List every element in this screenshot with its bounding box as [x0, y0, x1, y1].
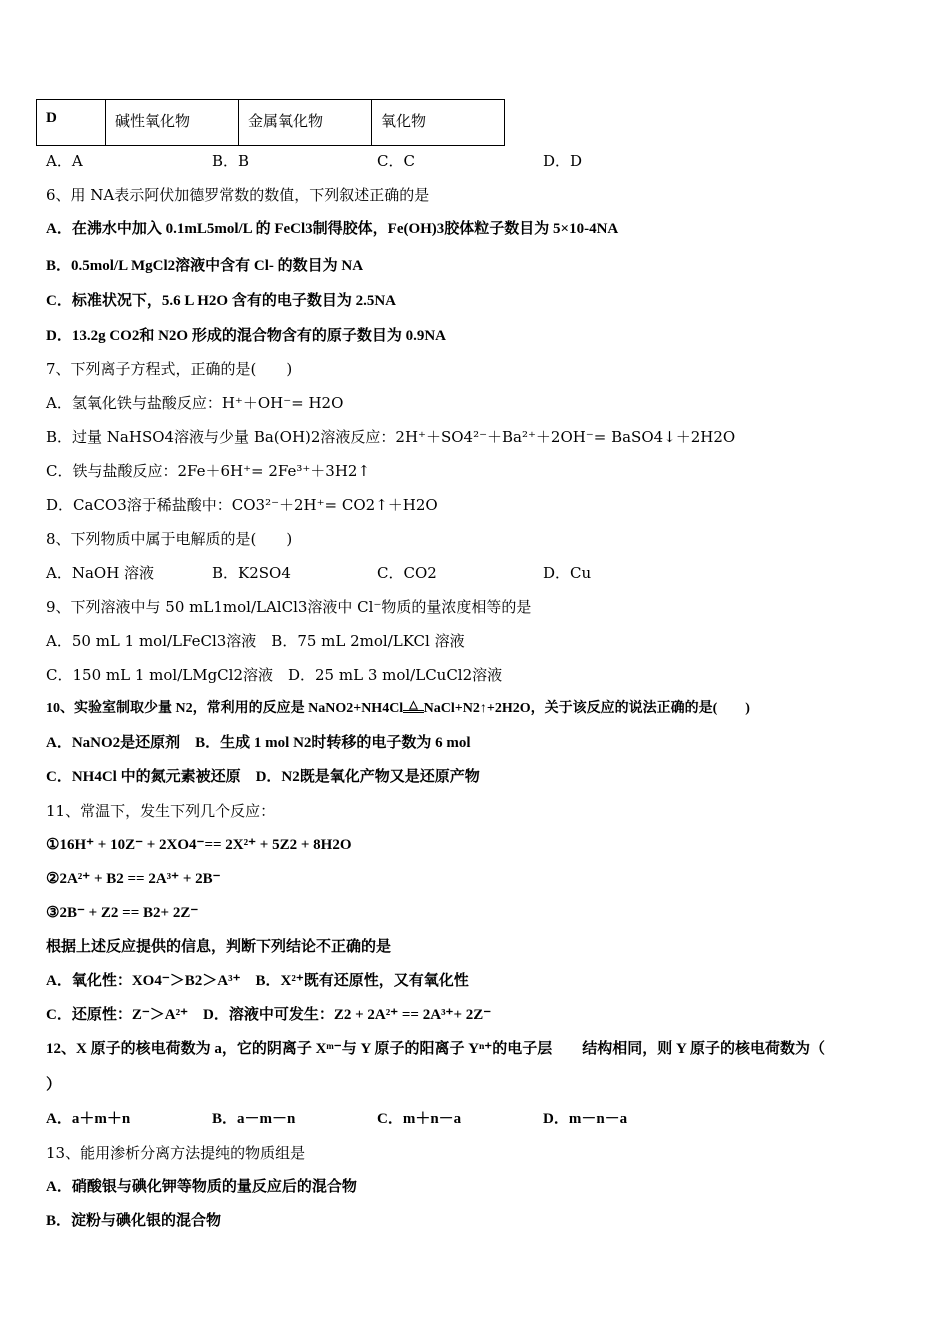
q10-stem [46, 699, 750, 719]
q10-options-ab: A．NaNO2是还原剂 B．生成 1 mol N2时转移的电子数为 6 mol [46, 735, 471, 751]
q12-option-c: C．m＋n－a [377, 1111, 462, 1127]
q13-option-b: B．淀粉与碘化银的混合物 [46, 1213, 222, 1229]
q11-reaction-1: ①16H⁺ + 10Z⁻ + 2XO4⁻== 2X²⁺ + 5Z2 + 8H2O [46, 837, 352, 853]
q11-stem: 11、常温下，发生下列几个反应： [46, 802, 276, 820]
q12-option-b: B．a－m－n [212, 1111, 296, 1127]
q12-option-a: A．a＋m＋n [46, 1111, 131, 1127]
q6-option-d: D．13.2g CO2和 N2O 形成的混合物含有的原子数目为 0.9NA [46, 328, 446, 344]
q13-option-a: A．硝酸银与碘化钾等物质的量反应后的混合物 [46, 1179, 357, 1195]
q12-stem-end: ） [46, 1077, 62, 1093]
q11-options-ab: A．氧化性：XO4⁻＞B2＞A³⁺ B．X²⁺既有还原性，又有氧化性 [46, 973, 469, 989]
q6-option-c: C．标准状况下，5.6 L H2O 含有的电子数目为 2.5NA [46, 293, 397, 309]
q9-options-cd: C．150 mL 1 mol/LMgCl2溶液 D．25 mL 3 mol/LCuCl2溶液 [46, 666, 503, 684]
q8-option-a: A．NaOH 溶液 [46, 564, 155, 582]
table-cell: 碱性氧化物 [106, 100, 239, 146]
q6-option-a: A．在沸水中加入 0.1mL5mol/L 的 FeCl3制得胶体，Fe(OH)3胶体粒子数目为 5×10-4NA [46, 221, 619, 237]
q6-option-b: B．0.5mol/L MgCl2溶液中含有 Cl- 的数目为 NA [46, 258, 364, 274]
q5-option-b: B．B [212, 152, 250, 170]
q6-stem: 6、用 NA表示阿伏加德罗常数的数值，下列叙述正确的是 [46, 186, 430, 204]
q9-stem: 9、下列溶液中与 50 mL1mol/LAlCl3溶液中 Cl⁻物质的量浓度相等的是 [46, 598, 532, 616]
q10-options-cd: C．NH4Cl 中的氮元素被还原 D．N2既是氧化产物又是还原产物 [46, 769, 480, 785]
table-row [37, 100, 505, 146]
q8-stem: 8、下列物质中属于电解质的是( ) [46, 530, 293, 548]
table-cell: 金属氧化物 [239, 100, 372, 146]
q10-stem-post: NaCl+N2↑+2H2O，关于该反应的说法正确的是( ) [423, 701, 750, 716]
q11-ask: 根据上述反应提供的信息，判断下列结论不正确的是 [46, 939, 392, 955]
q7-stem: 7、下列离子方程式，正确的是( ) [46, 360, 293, 378]
q7-option-b: B．过量 NaHSO4溶液与少量 Ba(OH)2溶液反应：2H⁺＋SO4²⁻＋Ba²⁺＋2OH⁻= BaSO4↓＋2H2O [46, 428, 736, 446]
q11-reaction-3: ③2B⁻ + Z2 == B2+ 2Z⁻ [46, 905, 199, 921]
q12-option-d: D．m－n－a [543, 1111, 628, 1127]
heat-symbol: △ [403, 700, 423, 713]
q7-option-a: A．氢氧化铁与盐酸反应：H⁺＋OH⁻= H2O [46, 394, 344, 412]
q7-option-c: C．铁与盐酸反应：2Fe＋6H⁺= 2Fe³⁺＋3H2↑ [46, 462, 371, 480]
q8-option-c: C．CO2 [377, 564, 437, 582]
q13-stem: 13、能用渗析分离方法提纯的物质组是 [46, 1144, 306, 1162]
answer-table [36, 99, 505, 146]
q7-option-d: D．CaCO3溶于稀盐酸中：CO3²⁻＋2H⁺= CO2↑＋H2O [46, 496, 438, 514]
table-cell: 氧化物 [372, 100, 505, 146]
q9-options-ab: A．50 mL 1 mol/LFeCl3溶液 B．75 mL 2mol/LKCl 溶液 [46, 632, 465, 650]
q11-options-cd: C．还原性：Z⁻＞A²⁺ D．溶液中可发生：Z2 + 2A²⁺ == 2A³⁺+ 2Z⁻ [46, 1007, 492, 1023]
table-cell: D [37, 100, 106, 146]
q8-option-b: B．K2SO4 [212, 564, 291, 582]
q5-option-a: A．A [46, 152, 83, 170]
q11-reaction-2: ②2A²⁺ + B2 == 2A³⁺ + 2B⁻ [46, 871, 221, 887]
q8-option-d: D．Cu [543, 564, 592, 582]
q5-option-c: C．C [377, 152, 415, 170]
q10-stem-pre: 10、实验室制取少量 N2，常利用的反应是 NaNO2+NH4Cl [46, 701, 404, 716]
q12-stem: 12、X 原子的核电荷数为 a，它的阴离子 Xᵐ⁻与 Y 原子的阳离子 Yⁿ⁺的电子层 结构相同，则 Y 原子的核电荷数为（ [46, 1041, 825, 1057]
q5-option-d: D．D [543, 152, 583, 170]
